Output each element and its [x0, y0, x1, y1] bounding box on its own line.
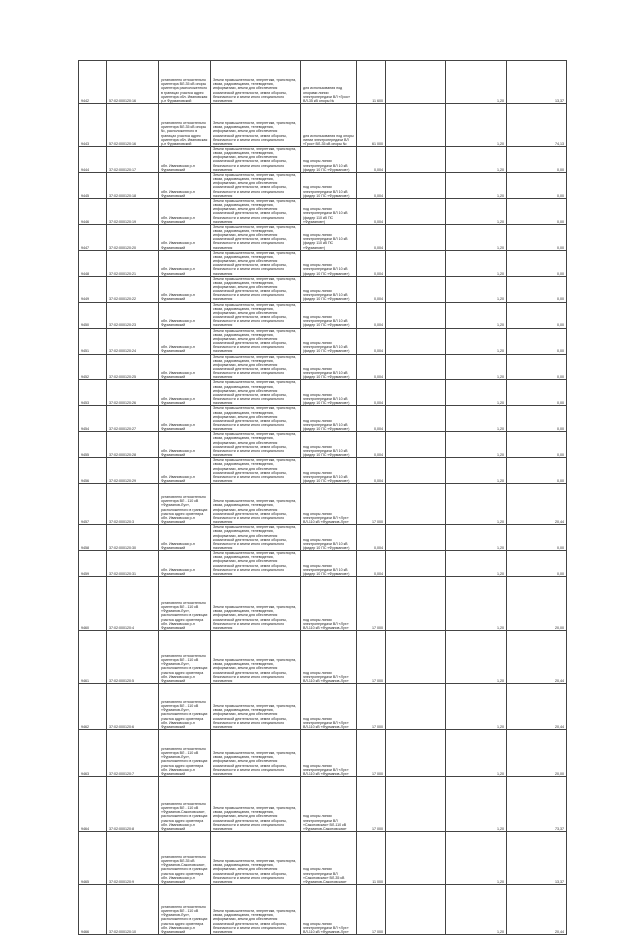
rate-cell: 1,20: [446, 832, 507, 885]
land-category-cell: Земли промышленности, энергетики, транспорта, связи, радиовещания, телевидения, информатики, земли для обеспечения космической деятельности, земли обороны, безопасности и земли иного специального назначения: [211, 631, 301, 684]
table-row: [79, 250, 567, 276]
tax-amount-cell: 0,00: [507, 406, 567, 432]
land-category-cell: Земли промышленности, энергетики, транспорта, связи, радиовещания, телевидения, информатики, земли для обеспечения космической деятельности, земли обороны, безопасности и земли иного специального назначения: [211, 730, 301, 777]
address-cell: обл. Ивановская р-н Фурмановский: [159, 551, 211, 577]
tax-amount-cell: 0,00: [507, 198, 567, 224]
cadastral-number-cell: 37:02:000120:3: [107, 484, 159, 525]
row-number-cell: 9443: [79, 104, 107, 147]
land-category-cell: Земли промышленности, энергетики, транспорта, связи, радиовещания, телевидения, информатики, земли для обеспечения космической деятельности, земли обороны, безопасности и земли иного специального назначения: [211, 224, 301, 250]
table-row: [79, 432, 567, 458]
permitted-use-cell: под опоры линии электропередачи ВЛ «Саконовская» ВЛ-35 кВ «Фурманов-Саконовская»: [301, 832, 357, 885]
rate-cell: 1,20: [446, 198, 507, 224]
rate-cell: 1,20: [446, 777, 507, 832]
cadastral-number-cell: 37:02:000120:29: [107, 458, 159, 484]
land-category-cell: Земли промышленности, энергетики, транспорта, связи, радиовещания, телевидения, информатики, земли для обеспечения космической деятельности, земли обороны, безопасности и земли иного специального назначения: [211, 551, 301, 577]
cadastral-number-cell: 37:02:000120:4: [107, 577, 159, 631]
address-cell: установлено относительно ориентира ВЛ - 110 кВ «Фурманов-Лух», расположенного в границах участка адрес ориентира обл. Ивановская р-н Фурмановский: [159, 885, 211, 935]
owner-cell: [386, 302, 446, 328]
land-category-cell: Земли промышленности, энергетики, транспорта, связи, радиовещания, телевидения, информатики, земли для обеспечения космической деятельности, земли обороны, безопасности и земли иного специального назначения: [211, 577, 301, 631]
land-category-cell: Земли промышленности, энергетики, транспорта, связи, радиовещания, телевидения, информатики, земли для обеспечения космической деятельности, земли обороны, безопасности и земли иного специального назначения: [211, 104, 301, 147]
owner-cell: [386, 276, 446, 302]
area-cell: 0,004: [357, 147, 386, 173]
tax-amount-cell: 0,00: [507, 224, 567, 250]
tax-amount-cell: 0,00: [507, 432, 567, 458]
area-cell: 0,004: [357, 432, 386, 458]
land-category-cell: Земли промышленности, энергетики, транспорта, связи, радиовещания, телевидения, информатики, земли для обеспечения космической деятельности, земли обороны, безопасности и земли иного специального назначения: [211, 777, 301, 832]
permitted-use-cell: под опоры линии электропередачи ВЛ «Лух» ВЛ-110 кВ «Фурманов-Лух»: [301, 631, 357, 684]
permitted-use-cell: под опоры линии электропередачи ВЛ «Лух» ВЛ-110 кВ «Фурманов-Лух»: [301, 730, 357, 777]
area-cell: 0,004: [357, 458, 386, 484]
area-cell: 17 000: [357, 684, 386, 730]
rate-cell: 1,20: [446, 302, 507, 328]
address-cell: обл. Ивановская р-н Фурмановский: [159, 276, 211, 302]
rate-cell: 1,20: [446, 224, 507, 250]
permitted-use-cell: под опоры линии электропередачи ВЛ 10 кВ (фидер 10 ПС «Фурманов»): [301, 172, 357, 198]
row-number-cell: 9445: [79, 172, 107, 198]
owner-cell: [386, 885, 446, 935]
cadastral-number-cell: 57:02:000120:16: [107, 61, 159, 104]
land-category-cell: Земли промышленности, энергетики, транспорта, связи, радиовещания, телевидения, информатики, земли для обеспечения космической деятельности, земли обороны, безопасности и земли иного специального назначения: [211, 432, 301, 458]
row-number-cell: 9460: [79, 577, 107, 631]
rate-cell: 1,20: [446, 250, 507, 276]
rate-cell: 1,20: [446, 276, 507, 302]
table-row: [79, 484, 567, 525]
cadastral-number-cell: 37:02:000120:9: [107, 832, 159, 885]
area-cell: 0,004: [357, 525, 386, 551]
tax-amount-cell: 0,00: [507, 302, 567, 328]
table-row: [79, 354, 567, 380]
table-row: [79, 61, 567, 104]
row-number-cell: 9448: [79, 250, 107, 276]
table-row: [79, 302, 567, 328]
permitted-use-cell: под опоры линии электропередачи ВЛ 10 кВ (фидер 110 кВ ПС «Фурманов»): [301, 198, 357, 224]
table-row: [79, 276, 567, 302]
land-category-cell: Земли промышленности, энергетики, транспорта, связи, радиовещания, телевидения, информатики, земли для обеспечения космической деятельности, земли обороны, безопасности и земли иного специального назначения: [211, 458, 301, 484]
row-number-cell: 9452: [79, 354, 107, 380]
row-number-cell: 9446: [79, 198, 107, 224]
rate-cell: 1,20: [446, 354, 507, 380]
address-cell: обл. Ивановская р-н Фурмановский: [159, 432, 211, 458]
address-cell: установлено относительно ориентира ВЛ-35 кВ опоры ориентира расположенного в границах участка адрес ориентира обл. Ивановская р-н Фурмановский: [159, 61, 211, 104]
area-cell: 17 000: [357, 885, 386, 935]
cadastral-number-cell: 37:02:000120:19: [107, 198, 159, 224]
table-row: [79, 380, 567, 406]
area-cell: 11 000: [357, 832, 386, 885]
area-cell: 17 000: [357, 631, 386, 684]
land-category-cell: Земли промышленности, энергетики, транспорта, связи, радиовещания, телевидения, информатики, земли для обеспечения космической деятельности, земли обороны, безопасности и земли иного специального назначения: [211, 147, 301, 173]
table-row: [79, 147, 567, 173]
row-number-cell: 9466: [79, 885, 107, 935]
owner-cell: [386, 631, 446, 684]
land-category-cell: Земли промышленности, энергетики, транспорта, связи, радиовещания, телевидения, информатики, земли для обеспечения космической деятельности, земли обороны, безопасности и земли иного специального назначения: [211, 302, 301, 328]
land-category-cell: Земли промышленности, энергетики, транспорта, связи, радиовещания, телевидения, информатики, земли для обеспечения космической деятельности, земли обороны, безопасности и земли иного специального назначения: [211, 832, 301, 885]
rate-cell: 1,20: [446, 885, 507, 935]
area-cell: 0,004: [357, 250, 386, 276]
cadastral-number-cell: 37:02:000120:17: [107, 147, 159, 173]
land-category-cell: Земли промышленности, энергетики, транспорта, связи, радиовещания, телевидения, информатики, земли для обеспечения космической деятельности, земли обороны, безопасности и земли иного специального назначения: [211, 484, 301, 525]
table-row: [79, 885, 567, 935]
table-row: [79, 777, 567, 832]
table-row: [79, 631, 567, 684]
area-cell: 0,004: [357, 380, 386, 406]
tax-amount-cell: 20,00: [507, 577, 567, 631]
owner-cell: [386, 551, 446, 577]
permitted-use-cell: под опоры линии электропередачи ВЛ «Саконовская» ВЛ-110 кВ «Фурманов-Саконовская»: [301, 777, 357, 832]
row-number-cell: 9465: [79, 832, 107, 885]
land-category-cell: Земли промышленности, энергетики, транспорта, связи, радиовещания, телевидения, информатики, земли для обеспечения космической деятельности, земли обороны, безопасности и земли иного специального назначения: [211, 406, 301, 432]
table-row: [79, 198, 567, 224]
rate-cell: 1,20: [446, 484, 507, 525]
permitted-use-cell: под опоры линии электропередачи ВЛ «Лух» ВЛ-110 кВ «Фурманов-Лух»: [301, 885, 357, 935]
tax-amount-cell: 20,00: [507, 730, 567, 777]
tax-amount-cell: 20,44: [507, 684, 567, 730]
address-cell: обл. Ивановская р-н Фурмановский: [159, 354, 211, 380]
address-cell: обл. Ивановская р-н Фурмановский: [159, 458, 211, 484]
rate-cell: 1,20: [446, 730, 507, 777]
rate-cell: 1,20: [446, 406, 507, 432]
row-number-cell: 9457: [79, 484, 107, 525]
tax-amount-cell: 13,37: [507, 832, 567, 885]
area-cell: 17 000: [357, 777, 386, 832]
address-cell: обл. Ивановская р-н Фурмановский: [159, 172, 211, 198]
land-category-cell: Земли промышленности, энергетики, транспорта, связи, радиовещания, телевидения, информатики, земли для обеспечения космической деятельности, земли обороны, безопасности и земли иного специального назначения: [211, 198, 301, 224]
table-row: [79, 458, 567, 484]
address-cell: обл. Ивановская р-н Фурмановский: [159, 224, 211, 250]
address-cell: установлено относительно ориентира ВЛ - 110 кВ «Фурманов-Лух», расположенного в границах участка адрес ориентира обл. Ивановская р-н Фурмановский: [159, 577, 211, 631]
tax-amount-cell: 73,37: [507, 777, 567, 832]
row-number-cell: 9447: [79, 224, 107, 250]
table-row: [79, 104, 567, 147]
permitted-use-cell: под опоры линии электропередачи ВЛ 10 кВ (фидер 10 ПС «Фурманов»): [301, 302, 357, 328]
cadastral-number-cell: 37:02:000120:6: [107, 684, 159, 730]
owner-cell: [386, 684, 446, 730]
area-cell: 61 000: [357, 104, 386, 147]
row-number-cell: 9456: [79, 458, 107, 484]
row-number-cell: 9463: [79, 730, 107, 777]
tax-amount-cell: 0,00: [507, 328, 567, 354]
owner-cell: [386, 61, 446, 104]
address-cell: установлено относительно ориентира ВЛ - 110 кВ «Фурманов-Лух», расположенного в границах участка адрес ориентира обл. Ивановская р-н Фурмановский: [159, 484, 211, 525]
permitted-use-cell: под опоры линии электропередачи ВЛ 10 кВ (фидер 10 ПС «Фурманов»): [301, 354, 357, 380]
rate-cell: 1,20: [446, 172, 507, 198]
cadastral-number-cell: 37:02:000120:7: [107, 730, 159, 777]
area-cell: 0,004: [357, 276, 386, 302]
row-number-cell: 9464: [79, 777, 107, 832]
area-cell: 17 000: [357, 577, 386, 631]
area-cell: 0,004: [357, 172, 386, 198]
table-row: [79, 525, 567, 551]
permitted-use-cell: под опоры линии электропередачи ВЛ 10 кВ (фидер 10 ПС «Фурманов»): [301, 525, 357, 551]
cadastral-number-cell: 37:02:000120:18: [107, 172, 159, 198]
owner-cell: [386, 250, 446, 276]
cadastral-number-cell: 37:02:000120:20: [107, 224, 159, 250]
tax-amount-cell: 0,00: [507, 551, 567, 577]
address-cell: установлено относительно ориентира ВЛ - 110 кВ «Фурманов-Лух», расположенного в границах участка адрес ориентира обл. Ивановская р-н Фурмановский: [159, 631, 211, 684]
row-number-cell: 9459: [79, 551, 107, 577]
land-category-cell: Земли промышленности, энергетики, транспорта, связи, радиовещания, телевидения, информатики, земли для обеспечения космической деятельности, земли обороны, безопасности и земли иного специального назначения: [211, 276, 301, 302]
area-cell: 0,004: [357, 551, 386, 577]
owner-cell: [386, 224, 446, 250]
land-category-cell: Земли промышленности, энергетики, транспорта, связи, радиовещания, телевидения, информатики, земли для обеспечения космической деятельности, земли обороны, безопасности и земли иного специального назначения: [211, 328, 301, 354]
row-number-cell: 9455: [79, 432, 107, 458]
address-cell: обл. Ивановская р-н Фурмановский: [159, 406, 211, 432]
cadastral-number-cell: 37:02:000120:24: [107, 328, 159, 354]
cadastral-number-cell: 37:02:000120:26: [107, 380, 159, 406]
table-row: [79, 551, 567, 577]
owner-cell: [386, 577, 446, 631]
permitted-use-cell: под опоры линии электропередачи ВЛ 10 кВ (фидер 10 ПС «Фурманов»): [301, 276, 357, 302]
permitted-use-cell: под опоры линии электропередачи ВЛ 10 кВ (фидер 10 ПС «Фурманов»): [301, 328, 357, 354]
area-cell: 0,004: [357, 406, 386, 432]
tax-amount-cell: 0,00: [507, 276, 567, 302]
tax-amount-cell: 0,00: [507, 458, 567, 484]
row-number-cell: 9451: [79, 328, 107, 354]
address-cell: обл. Ивановская р-н Фурмановский: [159, 250, 211, 276]
tax-amount-cell: 74,13: [507, 104, 567, 147]
area-cell: 0,004: [357, 302, 386, 328]
permitted-use-cell: под опоры линии электропередачи ВЛ «Лух» ВЛ-110 кВ «Фурманов-Лух»: [301, 684, 357, 730]
rate-cell: 1,20: [446, 684, 507, 730]
owner-cell: [386, 777, 446, 832]
land-category-cell: Земли промышленности, энергетики, транспорта, связи, радиовещания, телевидения, информатики, земли для обеспечения космической деятельности, земли обороны, безопасности и земли иного специального назначения: [211, 380, 301, 406]
row-number-cell: 9450: [79, 302, 107, 328]
area-cell: 0,004: [357, 354, 386, 380]
permitted-use-cell: под опоры линии электропередачи ВЛ 10 кВ (фидер 10 ПС «Фурманов»): [301, 551, 357, 577]
cadastral-number-cell: 37:02:000120:28: [107, 432, 159, 458]
owner-cell: [386, 432, 446, 458]
owner-cell: [386, 832, 446, 885]
area-cell: 11 600: [357, 61, 386, 104]
tax-amount-cell: 13,37: [507, 61, 567, 104]
cadastral-number-cell: 37:02:000120:27: [107, 406, 159, 432]
rate-cell: 1,20: [446, 631, 507, 684]
rate-cell: 1,20: [446, 61, 507, 104]
table-row: [79, 328, 567, 354]
row-number-cell: 9453: [79, 380, 107, 406]
cadastral-number-cell: 37:02:000120:22: [107, 276, 159, 302]
table-row: [79, 730, 567, 777]
cadastral-number-cell: 37:02:000120:21: [107, 250, 159, 276]
cadastral-number-cell: 37:02:000120:30: [107, 525, 159, 551]
address-cell: установлено относительно ориентира ВЛ - 110 кВ «Фурманов-Лух», расположенного в границах участка адрес ориентира обл. Ивановская р-н Фурмановский: [159, 684, 211, 730]
tax-amount-cell: 0,00: [507, 147, 567, 173]
permitted-use-cell: для использования под опоры линии электропередачи ВЛ «Грос» ВЛ-35 кВ опоры №: [301, 104, 357, 147]
land-category-cell: Земли промышленности, энергетики, транспорта, связи, радиовещания, телевидения, информатики, земли для обеспечения космической деятельности, земли обороны, безопасности и земли иного специального назначения: [211, 684, 301, 730]
address-cell: установлено относительно ориентира ВЛ-35 кВ «Фурманов-Саконовская», расположенного в границах участка адрес ориентира обл. Ивановская р-н Фурмановский: [159, 832, 211, 885]
address-cell: обл. Ивановская р-н Фурмановский: [159, 198, 211, 224]
permitted-use-cell: под опоры линии электропередачи ВЛ 10 кВ (фидер 10 ПС «Фурманов»): [301, 458, 357, 484]
cadastral-number-cell: 37:02:000120:10: [107, 885, 159, 935]
address-cell: обл. Ивановская р-н Фурмановский: [159, 328, 211, 354]
row-number-cell: 9462: [79, 684, 107, 730]
table-row: [79, 172, 567, 198]
address-cell: обл. Ивановская р-н Фурмановский: [159, 380, 211, 406]
rate-cell: 1,20: [446, 551, 507, 577]
owner-cell: [386, 525, 446, 551]
parcel-register-table: [78, 60, 567, 935]
permitted-use-cell: под опоры линии электропередачи ВЛ 10 кВ (фидер 10 ПС «Фурманов»): [301, 250, 357, 276]
table-row: [79, 832, 567, 885]
cadastral-number-cell: 37:02:000120:23: [107, 302, 159, 328]
table-row: [79, 577, 567, 631]
permitted-use-cell: для использования под опорами линии электропередачи ВЛ «Грос» ВЛ-35 кВ опоры №: [301, 61, 357, 104]
area-cell: 17 000: [357, 484, 386, 525]
row-number-cell: 9458: [79, 525, 107, 551]
owner-cell: [386, 172, 446, 198]
rate-cell: 1,20: [446, 328, 507, 354]
cadastral-number-cell: 37:02:000120:31: [107, 551, 159, 577]
owner-cell: [386, 198, 446, 224]
cadastral-number-cell: 57:02:000120:16: [107, 104, 159, 147]
rate-cell: 1,20: [446, 432, 507, 458]
address-cell: обл. Ивановская р-н Фурмановский: [159, 525, 211, 551]
permitted-use-cell: под опоры линии электропередачи ВЛ «Лух» ВЛ-110 кВ «Фурманов-Лух»: [301, 484, 357, 525]
permitted-use-cell: под опоры линии электропередачи ВЛ 10 кВ (фидер 10 ПС «Фурманов»): [301, 147, 357, 173]
cadastral-number-cell: 37:02:000120:5: [107, 631, 159, 684]
permitted-use-cell: под опоры линии электропередачи ВЛ 10 кВ (фидер 10 ПС «Фурманов»): [301, 380, 357, 406]
owner-cell: [386, 104, 446, 147]
tax-amount-cell: 0,00: [507, 172, 567, 198]
land-category-cell: Земли промышленности, энергетики, транспорта, связи, радиовещания, телевидения, информатики, земли для обеспечения космической деятельности, земли обороны, безопасности и земли иного специального назначения: [211, 172, 301, 198]
table-row: [79, 684, 567, 730]
tax-amount-cell: 20,44: [507, 631, 567, 684]
tax-amount-cell: 0,00: [507, 525, 567, 551]
address-cell: установлено относительно ориентира ВЛ - 110 кВ «Фурманов-Лух», расположенного в границах участка адрес ориентира обл. Ивановская р-н Фурмановский: [159, 730, 211, 777]
rate-cell: 1,20: [446, 577, 507, 631]
permitted-use-cell: под опоры линии электропередачи ВЛ 10 кВ (фидер 10 ПС «Фурманов»): [301, 432, 357, 458]
row-number-cell: 9449: [79, 276, 107, 302]
owner-cell: [386, 484, 446, 525]
tax-amount-cell: 20,44: [507, 885, 567, 935]
owner-cell: [386, 328, 446, 354]
cadastral-number-cell: 37:02:000120:8: [107, 777, 159, 832]
row-number-cell: 9444: [79, 147, 107, 173]
area-cell: 0,004: [357, 328, 386, 354]
address-cell: установлено относительно ориентира ВЛ - 110 кВ «Фурманов-Саконовская», расположенного в границах участка адрес ориентира обл. Ивановская р-н Фурмановский: [159, 777, 211, 832]
tax-amount-cell: 0,00: [507, 380, 567, 406]
row-number-cell: 9442: [79, 61, 107, 104]
rate-cell: 1,20: [446, 104, 507, 147]
land-category-cell: Земли промышленности, энергетики, транспорта, связи, радиовещания, телевидения, информатики, земли для обеспечения космической деятельности, земли обороны, безопасности и земли иного специального назначения: [211, 885, 301, 935]
row-number-cell: 9454: [79, 406, 107, 432]
address-cell: обл. Ивановская р-н Фурмановский: [159, 302, 211, 328]
area-cell: 17 000: [357, 730, 386, 777]
rate-cell: 1,20: [446, 458, 507, 484]
land-category-cell: Земли промышленности, энергетики, транспорта, связи, радиовещания, телевидения, информатики, земли для обеспечения космической деятельности, земли обороны, безопасности и земли иного специального назначения: [211, 250, 301, 276]
address-cell: обл. Ивановская р-н Фурмановский: [159, 147, 211, 173]
rate-cell: 1,20: [446, 147, 507, 173]
land-category-cell: Земли промышленности, энергетики, транспорта, связи, радиовещания, телевидения, информатики, земли для обеспечения космической деятельности, земли обороны, безопасности и земли иного специального назначения: [211, 525, 301, 551]
permitted-use-cell: под опоры линии электропередачи ВЛ 10 кВ (фидер 110 кВ ПС «Фурманов»): [301, 224, 357, 250]
owner-cell: [386, 458, 446, 484]
rate-cell: 1,20: [446, 380, 507, 406]
row-number-cell: 9461: [79, 631, 107, 684]
owner-cell: [386, 147, 446, 173]
permitted-use-cell: под опоры линии электропередачи ВЛ «Лух» ВЛ-110 кВ «Фурманов-Лух»: [301, 577, 357, 631]
table-row: [79, 406, 567, 432]
owner-cell: [386, 380, 446, 406]
owner-cell: [386, 354, 446, 380]
table-row: [79, 224, 567, 250]
tax-amount-cell: 20,44: [507, 484, 567, 525]
area-cell: 0,004: [357, 224, 386, 250]
owner-cell: [386, 406, 446, 432]
owner-cell: [386, 730, 446, 777]
cadastral-number-cell: 37:02:000120:25: [107, 354, 159, 380]
tax-amount-cell: 0,00: [507, 250, 567, 276]
tax-amount-cell: 0,00: [507, 354, 567, 380]
land-category-cell: Земли промышленности, энергетики, транспорта, связи, радиовещания, телевидения, информатики, земли для обеспечения космической деятельности, земли обороны, безопасности и земли иного специального назначения: [211, 61, 301, 104]
permitted-use-cell: под опоры линии электропередачи ВЛ 10 кВ (фидер 10 ПС «Фурманов»): [301, 406, 357, 432]
rate-cell: 1,20: [446, 525, 507, 551]
area-cell: 0,004: [357, 198, 386, 224]
land-category-cell: Земли промышленности, энергетики, транспорта, связи, радиовещания, телевидения, информатики, земли для обеспечения космической деятельности, земли обороны, безопасности и земли иного специального назначения: [211, 354, 301, 380]
address-cell: установлено относительно ориентира ВЛ-35 кВ опоры №, расположенного в границах участка адрес ориентира обл. Ивановская р-н Фурмановский: [159, 104, 211, 147]
